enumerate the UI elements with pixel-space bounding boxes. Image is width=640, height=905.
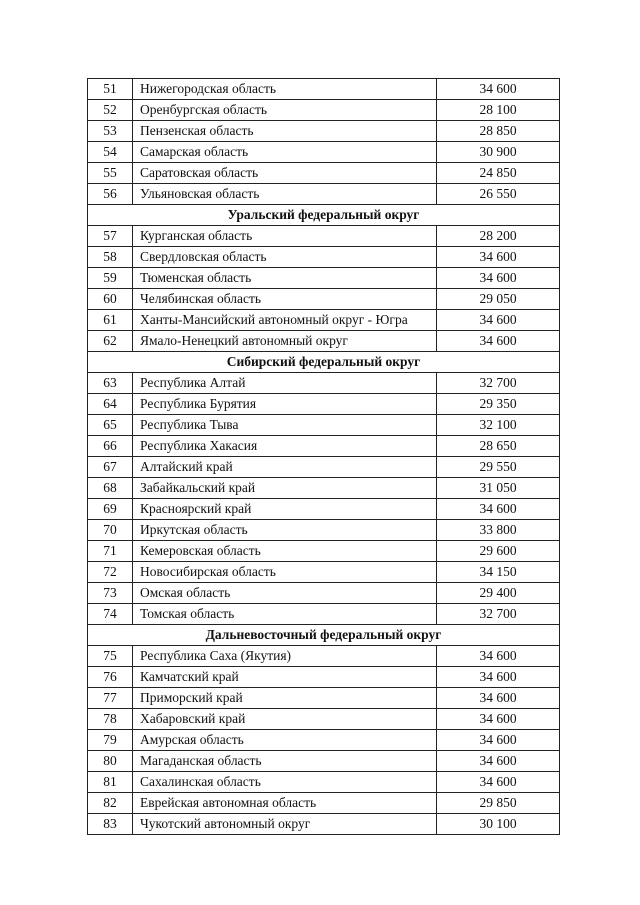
region-name: Саратовская область: [133, 163, 437, 184]
row-number: 64: [88, 394, 133, 415]
row-number: 78: [88, 709, 133, 730]
row-number: 56: [88, 184, 133, 205]
table-row: [88, 541, 560, 562]
region-value: 32 100: [437, 415, 560, 436]
region-value: 29 400: [437, 583, 560, 604]
region-name: Республика Хакасия: [133, 436, 437, 457]
region-value: 28 200: [437, 226, 560, 247]
region-name: Самарская область: [133, 142, 437, 163]
row-number: 77: [88, 688, 133, 709]
table-row: [88, 562, 560, 583]
table-row: [88, 520, 560, 541]
table-row: [88, 604, 560, 625]
region-value: 31 050: [437, 478, 560, 499]
region-value: 30 900: [437, 142, 560, 163]
row-number: 82: [88, 793, 133, 814]
district-header-row: [88, 205, 560, 226]
row-number: 68: [88, 478, 133, 499]
district-title: Уральский федеральный округ: [88, 205, 560, 226]
region-name: Республика Алтай: [133, 373, 437, 394]
region-value: 28 100: [437, 100, 560, 121]
table-row: [88, 436, 560, 457]
row-number: 72: [88, 562, 133, 583]
region-name: Алтайский край: [133, 457, 437, 478]
table-row: [88, 163, 560, 184]
region-name: Республика Бурятия: [133, 394, 437, 415]
region-value: 34 600: [437, 79, 560, 100]
region-value: 34 600: [437, 772, 560, 793]
region-name: Тюменская область: [133, 268, 437, 289]
region-name: Еврейская автономная область: [133, 793, 437, 814]
row-number: 79: [88, 730, 133, 751]
region-value: 34 150: [437, 562, 560, 583]
table-row: [88, 310, 560, 331]
row-number: 69: [88, 499, 133, 520]
region-name: Новосибирская область: [133, 562, 437, 583]
region-name: Чукотский автономный округ: [133, 814, 437, 835]
table-row: [88, 121, 560, 142]
table-row: [88, 730, 560, 751]
row-number: 74: [88, 604, 133, 625]
region-name: Ханты-Мансийский автономный округ - Югра: [133, 310, 437, 331]
region-value: 29 050: [437, 289, 560, 310]
district-header-row: [88, 625, 560, 646]
region-name: Ульяновская область: [133, 184, 437, 205]
district-title: Сибирский федеральный округ: [88, 352, 560, 373]
table-row: [88, 289, 560, 310]
region-name: Свердловская область: [133, 247, 437, 268]
region-name: Омская область: [133, 583, 437, 604]
region-name: Оренбургская область: [133, 100, 437, 121]
district-title: Дальневосточный федеральный округ: [88, 625, 560, 646]
table-row: [88, 772, 560, 793]
table-row: [88, 415, 560, 436]
region-name: Кемеровская область: [133, 541, 437, 562]
region-value: 29 350: [437, 394, 560, 415]
table-row: [88, 667, 560, 688]
region-name: Республика Саха (Якутия): [133, 646, 437, 667]
table-row: [88, 499, 560, 520]
region-value: 34 600: [437, 688, 560, 709]
region-name: Томская область: [133, 604, 437, 625]
row-number: 55: [88, 163, 133, 184]
region-name: Пензенская область: [133, 121, 437, 142]
region-value: 34 600: [437, 646, 560, 667]
row-number: 65: [88, 415, 133, 436]
table-row: [88, 457, 560, 478]
table-row: [88, 373, 560, 394]
region-name: Ямало-Ненецкий автономный округ: [133, 331, 437, 352]
region-value: 28 650: [437, 436, 560, 457]
region-name: Красноярский край: [133, 499, 437, 520]
region-value: 34 600: [437, 730, 560, 751]
region-name: Хабаровский край: [133, 709, 437, 730]
region-name: Нижегородская область: [133, 79, 437, 100]
table-row: [88, 814, 560, 835]
row-number: 76: [88, 667, 133, 688]
region-name: Приморский край: [133, 688, 437, 709]
row-number: 62: [88, 331, 133, 352]
row-number: 66: [88, 436, 133, 457]
region-value: 33 800: [437, 520, 560, 541]
table-row: [88, 268, 560, 289]
region-name: Челябинская область: [133, 289, 437, 310]
row-number: 70: [88, 520, 133, 541]
row-number: 71: [88, 541, 133, 562]
region-value: 32 700: [437, 604, 560, 625]
table-row: [88, 184, 560, 205]
row-number: 53: [88, 121, 133, 142]
region-name: Курганская область: [133, 226, 437, 247]
table-row: [88, 646, 560, 667]
table-row: [88, 751, 560, 772]
region-value: 29 600: [437, 541, 560, 562]
row-number: 63: [88, 373, 133, 394]
region-value: 34 600: [437, 247, 560, 268]
district-header-row: [88, 352, 560, 373]
row-number: 59: [88, 268, 133, 289]
row-number: 67: [88, 457, 133, 478]
region-name: Республика Тыва: [133, 415, 437, 436]
table-row: [88, 226, 560, 247]
table-row: [88, 793, 560, 814]
row-number: 81: [88, 772, 133, 793]
region-name: Забайкальский край: [133, 478, 437, 499]
table-row: [88, 79, 560, 100]
table-row: [88, 688, 560, 709]
table-row: [88, 709, 560, 730]
row-number: 58: [88, 247, 133, 268]
row-number: 83: [88, 814, 133, 835]
table-row: [88, 142, 560, 163]
row-number: 52: [88, 100, 133, 121]
region-name: Иркутская область: [133, 520, 437, 541]
table-row: [88, 583, 560, 604]
region-value: 24 850: [437, 163, 560, 184]
row-number: 73: [88, 583, 133, 604]
table-row: [88, 478, 560, 499]
region-value: 34 600: [437, 331, 560, 352]
region-value: 34 600: [437, 499, 560, 520]
row-number: 80: [88, 751, 133, 772]
regions-table-body: [88, 79, 560, 835]
region-value: 34 600: [437, 268, 560, 289]
region-name: Магаданская область: [133, 751, 437, 772]
region-value: 29 550: [437, 457, 560, 478]
regions-table: [87, 78, 560, 835]
region-value: 28 850: [437, 121, 560, 142]
row-number: 75: [88, 646, 133, 667]
table-row: [88, 100, 560, 121]
region-value: 32 700: [437, 373, 560, 394]
row-number: 51: [88, 79, 133, 100]
table-row: [88, 247, 560, 268]
row-number: 60: [88, 289, 133, 310]
row-number: 61: [88, 310, 133, 331]
region-name: Камчатский край: [133, 667, 437, 688]
region-value: 30 100: [437, 814, 560, 835]
table-row: [88, 331, 560, 352]
table-row: [88, 394, 560, 415]
region-value: 34 600: [437, 310, 560, 331]
region-value: 34 600: [437, 667, 560, 688]
region-value: 34 600: [437, 709, 560, 730]
row-number: 57: [88, 226, 133, 247]
region-value: 29 850: [437, 793, 560, 814]
region-name: Сахалинская область: [133, 772, 437, 793]
region-name: Амурская область: [133, 730, 437, 751]
region-value: 26 550: [437, 184, 560, 205]
row-number: 54: [88, 142, 133, 163]
region-value: 34 600: [437, 751, 560, 772]
